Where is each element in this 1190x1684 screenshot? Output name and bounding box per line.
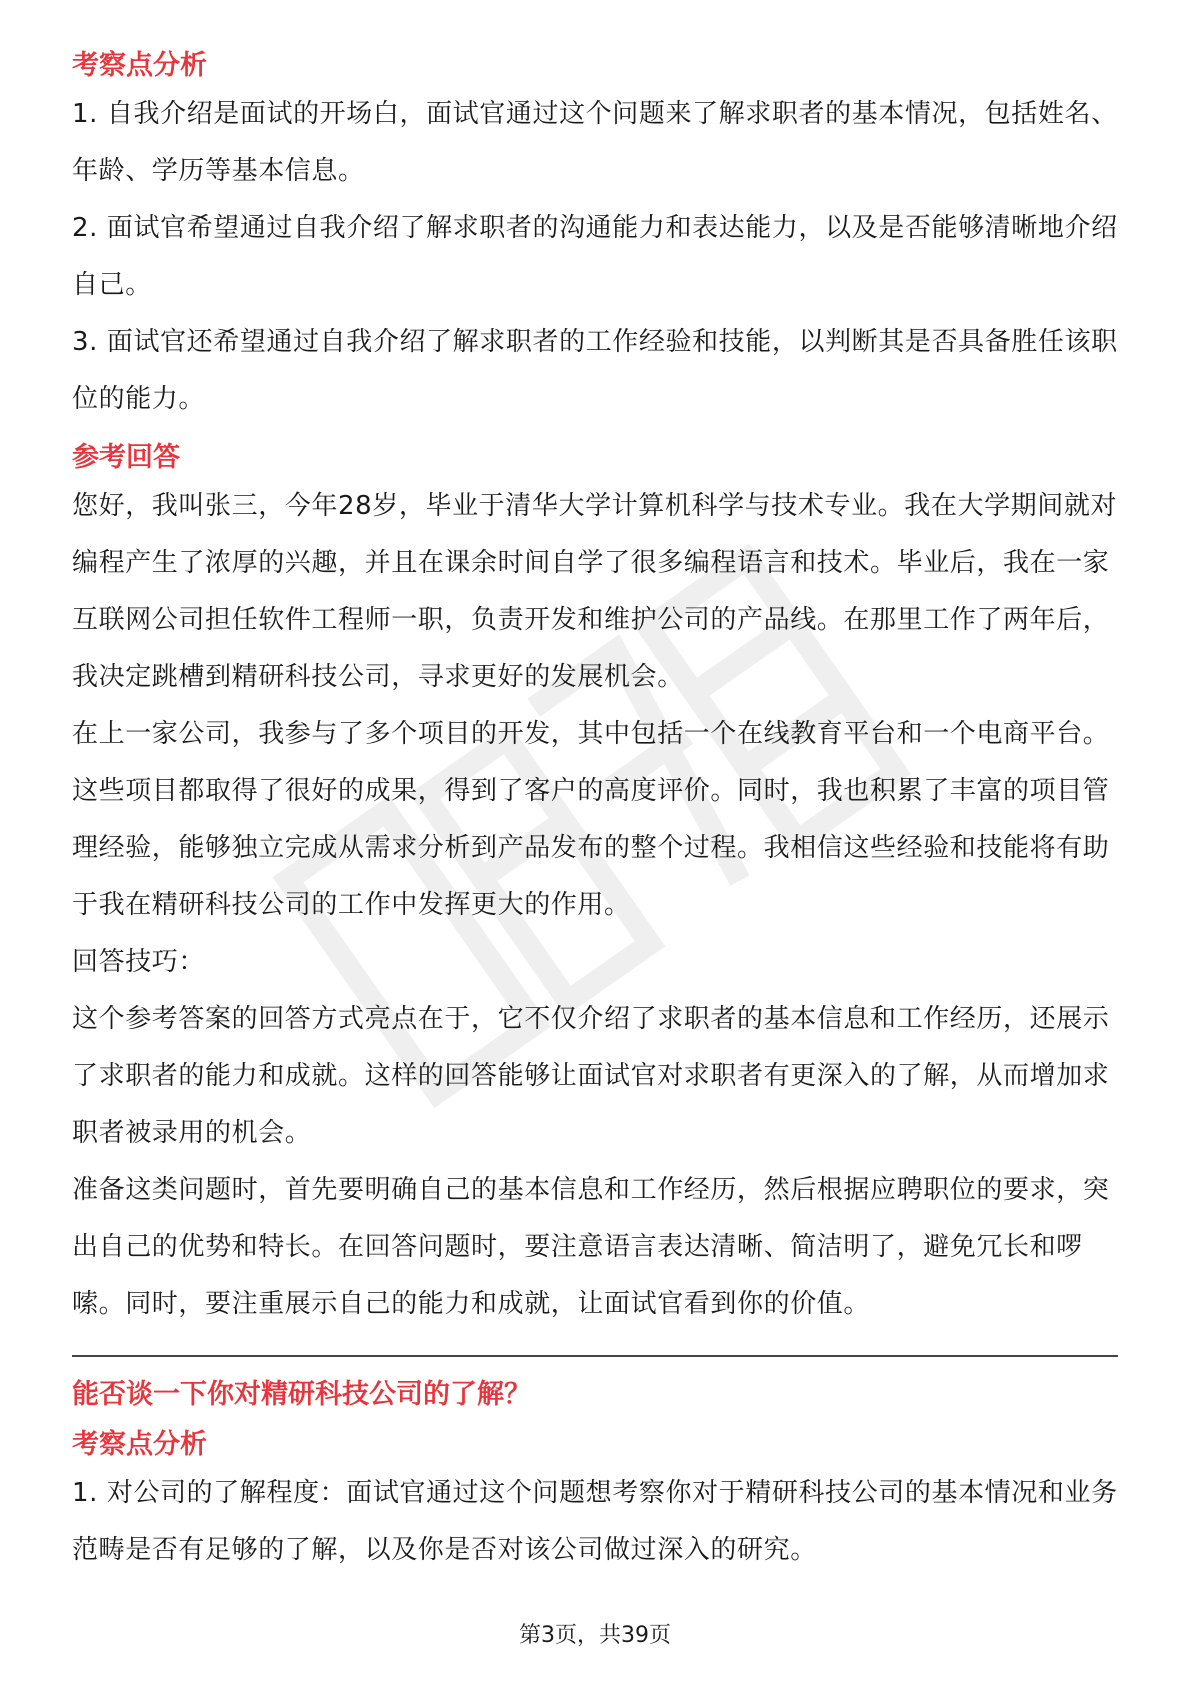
next-question-section (72, 1355, 1118, 1579)
answer-paragraph: 在上一家公司，我参与了多个项目的开发，其中包括一个在线教育平台和一个电商平台。这些项目都取得了很好的成果，得到了客户的高度评价。同时，我也积累了丰富的项目管理经验，能够独立完成从需求分析到产品发布的整个过程。我相信这些经验和技能将有助于我在精研科技公司的工作中发挥更大的作用。 (72, 719, 1110, 920)
answer-paragraph: 您好，我叫张三，今年28岁，毕业于清华大学计算机科学与技术专业。我在大学期间就对编程产生了浓厚的兴趣，并且在课余时间自学了很多编程语言和技术。毕业后，我在一家互联网公司担任软件工程师一职，负责开发和维护公司的产品线。在那里工作了两年后，我决定跳槽到精研科技公司，寻求更好的发展机会。 (72, 491, 1118, 692)
analysis-item: 3. 面试官还希望通过自我介绍了解求职者的工作经验和技能，以判断其是否具备胜任该职位的能力。 (72, 327, 1118, 414)
page-content (72, 46, 1118, 1579)
answer-heading: 参考回答 (72, 442, 180, 473)
analysis-heading: 考察点分析 (72, 50, 207, 81)
answer-paragraph: 准备这类问题时，首先要明确自己的基本信息和工作经历，然后根据应聘职位的要求，突出自己的优势和特长。在回答问题时，要注意语言表达清晰、简洁明了，避免冗长和啰嗦。同时，要注重展示自己的能力和成就，让面试官看到你的价值。 (72, 1175, 1110, 1319)
answer-paragraph: 这个参考答案的回答方式亮点在于，它不仅介绍了求职者的基本信息和工作经历，还展示了求职者的能力和成就。这样的回答能够让面试官对求职者有更深入的了解，从而增加求职者被录用的机会。 (72, 1004, 1110, 1148)
analysis-item: 1. 对公司的了解程度：面试官通过这个问题想考察你对于精研科技公司的基本情况和业务范畴是否有足够的了解，以及你是否对该公司做过深入的研究。 (72, 1478, 1118, 1565)
analysis-item: 1. 自我介绍是面试的开场白，面试官通过这个问题来了解求职者的基本情况，包括姓名、年龄、学历等基本信息。 (72, 99, 1118, 186)
analysis-heading: 考察点分析 (72, 1429, 207, 1460)
answer-tips-label: 回答技巧： (72, 947, 206, 977)
question-heading: 能否谈一下你对精研科技公司的了解？ (72, 1379, 531, 1410)
analysis-item: 2. 面试官希望通过自我介绍了解求职者的沟通能力和表达能力，以及是否能够清晰地介绍自己。 (72, 213, 1118, 300)
page-number: 第3页，共39页 (519, 1623, 671, 1648)
